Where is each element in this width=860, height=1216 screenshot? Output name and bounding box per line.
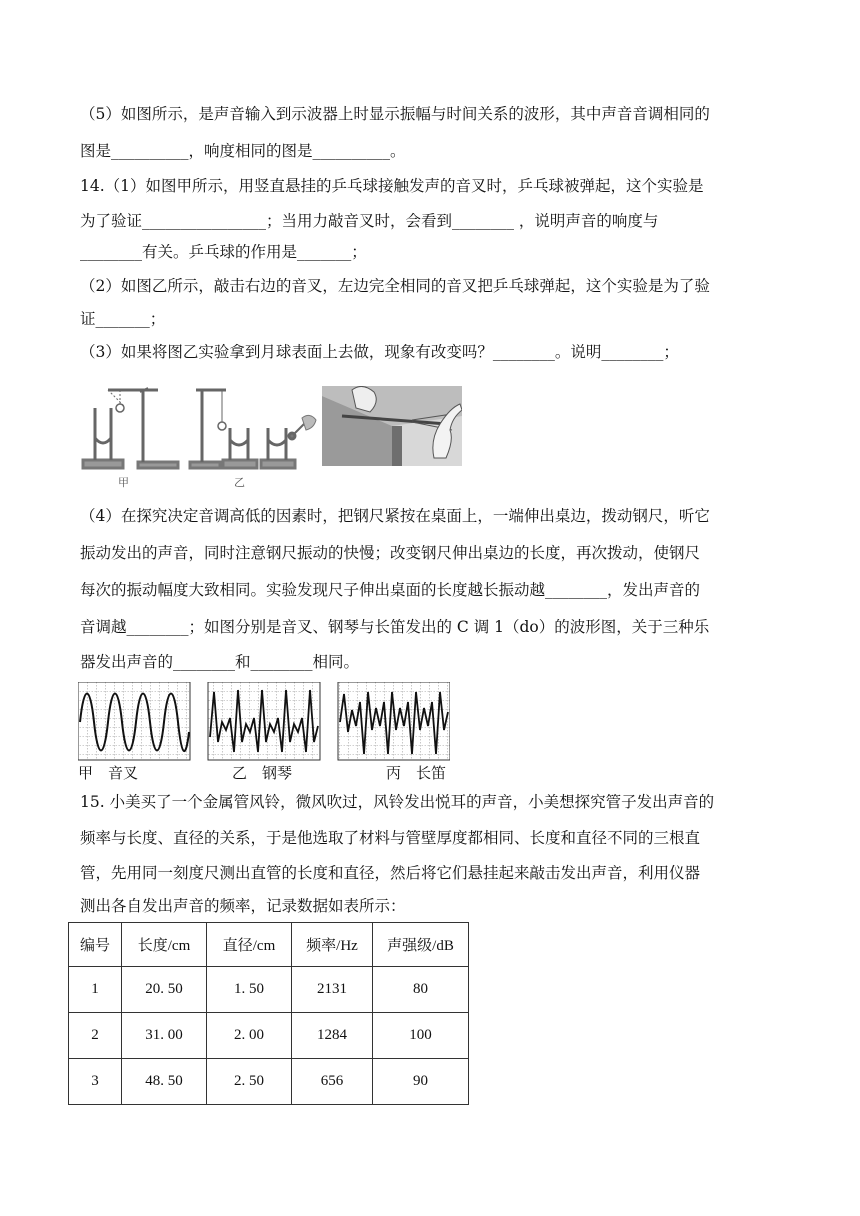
figure-label-jia: 甲 — [118, 476, 129, 489]
table-row — [69, 1059, 469, 1105]
q14-line-8: 振动发出的声音，同时注意钢尺振动的快慢；改变钢尺伸出桌边的长度，再次拨动，使钢尺 — [80, 544, 701, 562]
q14-line-6: （3）如果将图乙实验拿到月球表面上去做，现象有改变吗？________。说明________； — [80, 343, 679, 361]
table-cell: 48. 50 — [122, 1059, 207, 1105]
q14-line-4: （2）如图乙所示，敲击右边的音叉，左边完全相同的音叉把乒乓球弹起，这个实验是为了验 — [80, 277, 710, 295]
table-cell: 90 — [373, 1059, 469, 1105]
q14-line-10: 音调越________；如图分别是音叉、钢琴与长笛发出的 C 调 1（do）的波形图，关于三种乐 — [80, 618, 710, 636]
q14-line-9: 每次的振动幅度大致相同。实验发现尺子伸出桌面的长度越长振动越________，发出声音的 — [80, 581, 701, 599]
q13-5-line-1: （5）如图所示，是声音输入到示波器上时显示振幅与时间关系的波形，其中声音音调相同的 — [80, 105, 710, 123]
waveform-flute — [338, 682, 450, 760]
q14-line-2: 为了验证________________；当用力敲音叉时，会看到________ ，说明声音的响度与 — [80, 212, 659, 230]
q13-5-line-2: 图是__________，响度相同的图是__________。 — [80, 142, 406, 160]
q14-line-1: 14.（1）如图甲所示，用竖直悬挂的乒乓球接触发声的音叉时，乒乓球被弹起，这个实验是 — [80, 177, 704, 195]
table-header-cell: 长度/cm — [122, 923, 207, 967]
hand-icon — [352, 386, 376, 412]
q14-line-5: 证_______； — [80, 310, 166, 328]
waveform-figure — [78, 682, 450, 762]
table-header-row — [69, 923, 469, 967]
q15-line-3: 管，先用同一刻度尺测出直管的长度和直径，然后将它们悬挂起来敲击发出声音，利用仪器 — [80, 864, 701, 882]
tuning-fork-figure — [78, 378, 318, 490]
table-cell: 2131 — [292, 967, 373, 1013]
table-header-cell: 声强级/dB — [373, 923, 469, 967]
wave-label-flute: 丙 长笛 — [386, 764, 447, 782]
table-cell: 1. 50 — [207, 967, 292, 1013]
frequency-data-table — [68, 922, 469, 1105]
table-cell: 656 — [292, 1059, 373, 1105]
q15-line-1: 15. 小美买了一个金属管风铃，微风吹过，风铃发出悦耳的声音，小美想探究管子发出声音的 — [80, 793, 715, 811]
table-cell: 2 — [69, 1013, 122, 1059]
table-row — [69, 967, 469, 1013]
table-cell: 1 — [69, 967, 122, 1013]
table-header-cell: 频率/Hz — [292, 923, 373, 967]
table-row — [69, 1013, 469, 1059]
table-cell: 31. 00 — [122, 1013, 207, 1059]
waveform-tuning-fork — [78, 682, 190, 760]
figure-label-yi: 乙 — [234, 476, 245, 489]
q14-line-11: 器发出声音的________和________相同。 — [80, 653, 360, 671]
wave-label-piano: 乙 钢琴 — [232, 764, 293, 782]
finger-icon — [433, 404, 462, 458]
table-cell: 2. 00 — [207, 1013, 292, 1059]
waveform-piano — [208, 682, 320, 760]
table-cell: 20. 50 — [122, 967, 207, 1013]
q15-line-2: 频率与长度、直径的关系，于是他选取了材料与管壁厚度都相同、长度和直径不同的三根直 — [80, 829, 701, 847]
plucking-hand-figure — [428, 400, 462, 462]
q14-line-3: ________有关。乒乓球的作用是_______； — [80, 243, 367, 261]
q14-line-7: （4）在探究决定音调高低的因素时，把钢尺紧按在桌面上，一端伸出桌边，拨动钢尺，听它 — [80, 507, 710, 525]
table-cell: 80 — [373, 967, 469, 1013]
tuning-fork-setup-jia — [83, 388, 178, 468]
q15-line-4: 测出各自发出声音的频率，记录数据如表所示： — [80, 897, 406, 915]
table-cell: 100 — [373, 1013, 469, 1059]
table-header-cell: 编号 — [69, 923, 122, 967]
wave-label-tuning-fork: 甲 音叉 — [78, 764, 139, 782]
table-cell: 3 — [69, 1059, 122, 1105]
table-header-cell: 直径/cm — [207, 923, 292, 967]
tuning-fork-setup-yi — [190, 390, 316, 468]
table-cell: 2. 50 — [207, 1059, 292, 1105]
table-cell: 1284 — [292, 1013, 373, 1059]
